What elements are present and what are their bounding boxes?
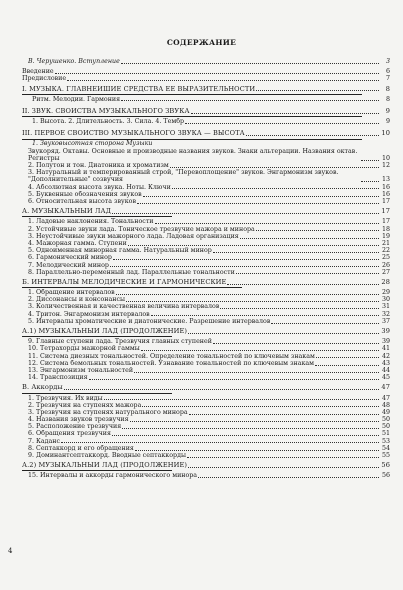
leader-dots: [89, 379, 379, 380]
toc-entry-text: 1. Высота. 2. Длительность. 3. Сила. 4. Тембр: [32, 118, 185, 126]
toc-part-b: [22, 279, 390, 286]
leader-dots: [188, 333, 379, 334]
toc-entry-text: Ритм. Мелодии. Гармония: [32, 95, 121, 103]
toc-entry-text: 14. Транспозиция: [28, 374, 88, 382]
toc-entry-text: 4. Тритон. Энгармонизм интервалов: [28, 310, 150, 318]
divider: [22, 216, 172, 217]
leader-dots: [135, 450, 379, 451]
toc-entry-page: 37: [381, 317, 390, 325]
list-item: [22, 289, 390, 296]
leader-dots: [198, 477, 379, 478]
toc-part-2: [22, 108, 390, 115]
leader-dots: [143, 196, 379, 197]
leader-dots: [137, 203, 379, 204]
toc-part-a1: [22, 328, 390, 335]
toc-entry-page: 6: [385, 68, 390, 76]
leader-dots: [240, 238, 379, 239]
leader-dots: [185, 123, 379, 124]
toc-entry-text: 1. Обращение интервалов: [28, 289, 115, 297]
toc-entry-page: 43: [381, 359, 390, 367]
leader-dots: [315, 365, 379, 366]
list-item: [22, 423, 390, 430]
toc-entry-text: 7. Мелодический минор: [28, 261, 109, 269]
leader-dots: [187, 457, 379, 458]
leader-dots: [220, 308, 379, 309]
page-number: 4: [8, 547, 13, 555]
toc-entry-page: 47: [381, 383, 390, 392]
toc-entry-text: А.1) МУЗЫКАЛЬНЫЙ ЛАД (ПРОДОЛЖЕНИЕ): [22, 328, 188, 336]
leader-dots: [172, 188, 379, 189]
toc-entry-page: 9: [385, 106, 390, 115]
toc-part-3-section-1: [22, 141, 390, 148]
toc-entry-text: 1. Ладовые наклонения. Тональности: [28, 218, 154, 226]
toc-part-3-section-3: [22, 169, 390, 183]
leader-dots: [188, 467, 379, 468]
divider: [22, 139, 362, 140]
toc-entry-text: 12. Система бемольных тональностей. Узнавание тональностей по ключевым знакам: [28, 359, 315, 367]
leader-dots: [155, 223, 379, 224]
list-item: [22, 262, 390, 269]
toc-entry-text: 4. Названия звуков трезвучия: [28, 416, 129, 424]
list-item: [22, 311, 390, 318]
page-title: СОДЕРЖАНИЕ: [166, 38, 237, 47]
leader-dots: [189, 414, 379, 415]
leader-dots: [122, 428, 379, 429]
toc-part-3-section-2: [22, 162, 390, 169]
toc-entry-vvedenie: [22, 68, 390, 75]
toc-entry-page: 31: [381, 303, 390, 311]
toc-entry-page: 19: [381, 232, 390, 240]
toc-part-1: [22, 86, 390, 93]
leader-dots: [246, 135, 379, 136]
toc-entry-text: 9. Доминантсептаккорд. Вводные септаккорды: [28, 452, 186, 460]
toc-part-3-section-1-desc: [22, 148, 390, 162]
toc-entry-text: 2. Трезвучия на ступенях мажора: [28, 401, 142, 409]
leader-dots: [236, 273, 379, 274]
toc-entry-text: 7. Каданс: [28, 437, 60, 445]
toc-entry-text: 2. Устойчивые звуки лада. Тоническое трезвучие мажора и минора: [28, 225, 255, 233]
leader-dots: [134, 372, 379, 373]
leader-dots: [128, 245, 379, 246]
toc-entry-text: 11. Система диезных тональностей. Определение тональностей по ключевым знакам: [28, 352, 315, 360]
toc-entry-predislovie: [22, 75, 390, 82]
list-item: [22, 360, 390, 367]
toc-entry-page: 27: [381, 268, 390, 276]
leader-dots: [126, 301, 379, 302]
toc-entry-text: I. МУЗЫКА. ГЛАВНЕЙШИЕ СРЕДСТВА ЕЕ ВЫРАЗИТЕЛЬНОСТИ: [22, 85, 256, 93]
list-item: [22, 409, 390, 416]
toc-entry-text: 5. Одноименная минорная гамма. Натуральный минор: [28, 247, 212, 255]
toc-entry-page: 29: [381, 289, 390, 297]
toc-entry-text: 2. Диссонансы и консонансы: [28, 296, 125, 304]
leader-dots: [170, 167, 379, 168]
toc-entry-page: 30: [381, 296, 390, 304]
leader-dots: [141, 350, 379, 351]
toc-part-3-section-6: [22, 198, 390, 205]
divider: [22, 470, 172, 471]
toc-entry-text: 5. Расположение трезвучия: [28, 423, 122, 431]
toc-entry-page: 28: [381, 277, 390, 286]
toc-entry-text: Б. ИНТЕРВАЛЫ МЕЛОДИЧЕСКИЕ И ГАРМОНИЧЕСКИЕ: [22, 278, 227, 286]
toc-entry-page: 18: [381, 225, 390, 233]
toc-part-1-sub: [22, 96, 390, 103]
list-item: [22, 402, 390, 409]
toc-entry-page: 21: [381, 239, 390, 247]
toc-entry-text: 4. Абсолютная высота звука. Ноты. Ключи: [28, 183, 171, 191]
leader-dots: [191, 113, 379, 114]
list-item: [22, 304, 390, 311]
toc-entry-text: 6. Гармонический минор: [28, 254, 112, 262]
toc-entry-page: 16: [381, 183, 390, 191]
leader-dots: [151, 315, 379, 316]
toc-entry-page: 49: [381, 408, 390, 416]
leader-dots: [271, 323, 379, 324]
toc-entry-page: 8: [385, 84, 390, 93]
list-item: [22, 240, 390, 247]
toc-entry-page: 56: [381, 461, 390, 470]
divider: [22, 94, 362, 95]
leader-dots: [213, 343, 379, 344]
list-item: [22, 416, 390, 423]
list-item: [22, 233, 390, 240]
toc-entry-page: 16: [381, 190, 390, 198]
toc-entry-page: 45: [381, 374, 390, 382]
toc-entry-text: 10. Тетрахорды мажорной гаммы: [28, 345, 140, 353]
list-item: [22, 395, 390, 402]
toc-entry-page: 51: [381, 430, 390, 438]
toc-entry-text: 6. Относительная высота звуков: [28, 198, 137, 206]
toc-entry-text: 2. Полутон и тон. Диатоника и хроматизм: [28, 162, 169, 170]
divider: [22, 393, 172, 394]
list-item: [22, 318, 390, 325]
leader-dots: [113, 259, 379, 260]
list-item: [22, 296, 390, 303]
toc-entry-page: 22: [381, 247, 390, 255]
toc-entry-text: 6. Обращения трезвучия: [28, 430, 111, 438]
toc-entry-text: 8. Параллельно-переменный лад. Параллельные тональности: [28, 268, 235, 276]
toc-entry-text: 3. Трезвучия на ступенях натурального минора: [28, 408, 188, 416]
toc-part-3: [22, 130, 390, 137]
toc-entry-text: 3. Натуральный и темперированный строй, "Перевоплощение" звуков. Энгармонизм звуков. "Дополнительные" созвучия: [28, 169, 339, 184]
toc-entry-page: 17: [381, 218, 390, 226]
leader-dots: [121, 63, 379, 64]
toc-entry-text: Звукоряд. Октавы. Основные и производные названия звуков. Знаки альтерации. Названия октав. Регистры: [28, 147, 358, 162]
toc-entry-text: 8. Септаккорд и его обращения: [28, 444, 134, 452]
list-item: [22, 445, 390, 452]
toc-entry-text: В. Черушенко. Вступление: [28, 57, 120, 65]
toc-entry-text: 9. Главные ступени лада. Трезвучия главных ступеней: [28, 338, 212, 346]
toc-part-v: [22, 384, 390, 391]
leader-dots: [67, 80, 379, 81]
divider: [22, 287, 242, 288]
leader-dots: [227, 284, 379, 285]
divider: [22, 336, 172, 337]
toc-entry-text: 13. Энгармонизм тональностей: [28, 366, 134, 374]
leader-dots: [112, 213, 379, 214]
toc-entry-page: 3: [385, 57, 390, 65]
toc-entry-text: II. ЗВУК. СВОЙСТВА МУЗЫКАЛЬНОГО ЗВУКА: [22, 107, 190, 115]
list-item: [22, 353, 390, 360]
list-item: [22, 452, 390, 459]
leader-dots: [64, 389, 379, 390]
list-item: [22, 218, 390, 225]
leader-dots: [112, 435, 379, 436]
toc-entry-page: 10: [381, 154, 390, 162]
toc-entry-page: 17: [381, 207, 390, 216]
leader-dots: [256, 230, 379, 231]
leader-dots: [213, 252, 379, 253]
toc-entry-page: 17: [381, 198, 390, 206]
toc-entry-text: Предисловие: [22, 75, 67, 83]
toc-entry-text: 5. Интервалы хроматические и диатонические. Разрешение интервалов: [28, 317, 271, 325]
toc-part-2-sub: [22, 118, 390, 125]
list-item: [22, 431, 390, 438]
list-item: [22, 367, 390, 374]
leader-dots: [316, 357, 379, 358]
list-item: [22, 438, 390, 445]
toc-entry-intro: [22, 58, 390, 65]
toc-entry-page: 41: [381, 345, 390, 353]
leader-dots: [256, 90, 379, 91]
toc-entry-page: 26: [381, 261, 390, 269]
toc-entry-page: 50: [381, 423, 390, 431]
leader-dots: [130, 421, 379, 422]
toc-entry-page: 44: [381, 366, 390, 374]
divider: [22, 116, 362, 117]
leader-dots: [116, 294, 379, 295]
toc-entry-text: Введение: [22, 68, 54, 76]
toc-entry-text: 3. Количественная и качественная величина интервалов: [28, 303, 220, 311]
leader-dots: [110, 266, 379, 267]
leader-dots: [361, 181, 379, 182]
toc-entry-text: 1. Трезвучия. Их виды: [28, 394, 103, 402]
toc-entry-text: 1. Звуковысотная сторона Музыки: [32, 140, 153, 148]
toc-part-a2: [22, 462, 390, 469]
toc-entry-page: 48: [381, 401, 390, 409]
toc-entry-page: 50: [381, 416, 390, 424]
toc-entry-page: 13: [381, 176, 390, 184]
toc-entry-text: 5. Буквенные обозначения звуков: [28, 190, 142, 198]
leader-dots: [104, 399, 379, 400]
list-item: [22, 374, 390, 381]
toc-entry-page: 39: [381, 327, 390, 336]
toc-entry-text: 15. Интервалы и аккорды гармонического минора: [28, 472, 198, 480]
toc-entry-page: 8: [385, 95, 390, 103]
leader-dots: [361, 160, 379, 161]
toc-part-3-section-4: [22, 184, 390, 191]
toc-entry-page: 9: [385, 118, 390, 126]
toc-entry-page: 7: [385, 75, 390, 83]
list-item: [22, 269, 390, 276]
toc-entry-text: А. МУЗЫКАЛЬНЫЙ ЛАД: [22, 208, 112, 216]
list-item: [22, 345, 390, 352]
toc-part-3-section-5: [22, 191, 390, 198]
list-item: [22, 338, 390, 345]
toc-entry-page: 56: [381, 472, 390, 480]
toc-entry-page: 12: [381, 162, 390, 170]
toc-entry-text: III. ПЕРВОЕ СВОЙСТВО МУЗЫКАЛЬНОГО ЗВУКА — ВЫСОТА: [22, 130, 245, 138]
leader-dots: [55, 73, 379, 74]
toc-entry-page: 32: [381, 310, 390, 318]
toc-entry-text: А.2) МУЗЫКАЛЬНЫЙ ЛАД (ПРОДОЛЖЕНИЕ): [22, 462, 188, 470]
toc-entry-page: 25: [381, 254, 390, 262]
leader-dots: [142, 406, 379, 407]
leader-dots: [61, 442, 379, 443]
list-item: [22, 254, 390, 261]
toc-entry-text: В. Аккорды: [22, 384, 63, 392]
toc-entry-page: 54: [381, 444, 390, 452]
list-item: [22, 226, 390, 233]
list-item: [22, 472, 390, 479]
toc-entry-page: 47: [381, 394, 390, 402]
toc-entry-page: 42: [381, 352, 390, 360]
list-item: [22, 247, 390, 254]
table-of-contents: [22, 58, 390, 480]
toc-entry-text: 3. Неустойчивые звуки мажорного лада. Ладовая организация: [28, 232, 239, 240]
toc-part-a: [22, 208, 390, 215]
toc-entry-text: 4. Мажорная гамма. Ступени: [28, 239, 127, 247]
leader-dots: [121, 100, 379, 101]
toc-entry-page: 39: [381, 338, 390, 346]
toc-entry-page: 55: [381, 452, 390, 460]
toc-entry-page: 53: [381, 437, 390, 445]
toc-entry-page: 10: [381, 129, 390, 138]
